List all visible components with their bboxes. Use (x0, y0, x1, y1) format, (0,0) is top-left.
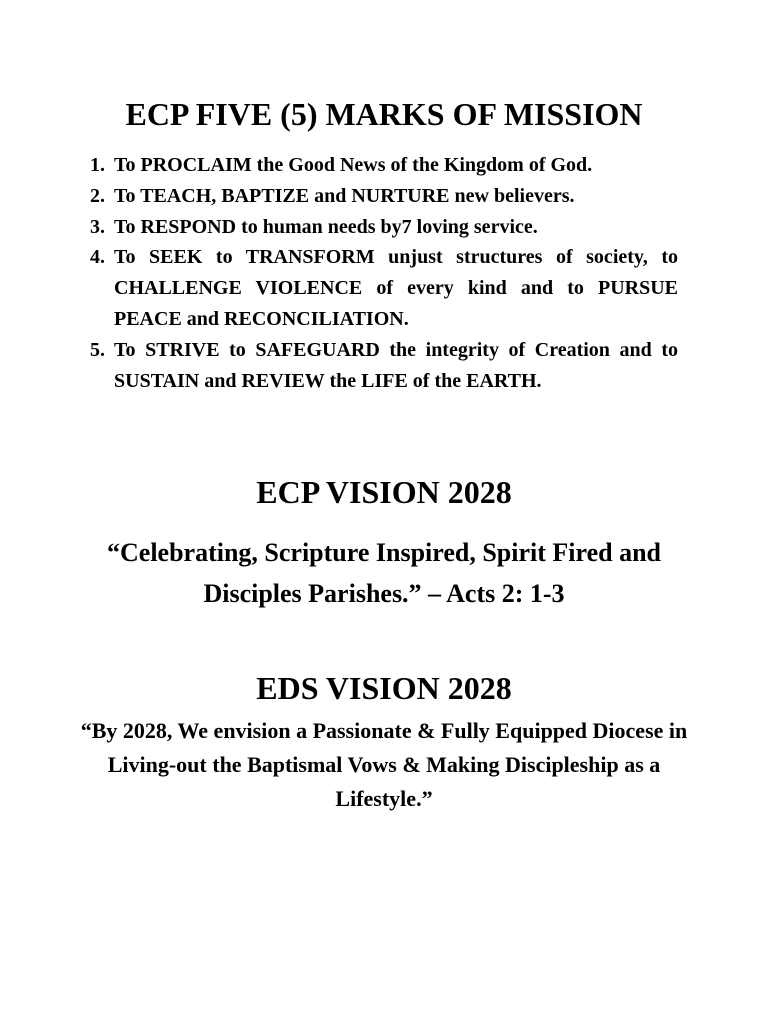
list-item-number: 3. (90, 215, 105, 238)
list-item (90, 150, 678, 181)
marks-of-mission-title: ECP FIVE (5) MARKS OF MISSION (125, 96, 643, 132)
ecp-vision-title: ECP VISION 2028 (256, 474, 512, 510)
list-item (90, 181, 678, 212)
list-item (90, 242, 678, 334)
list-item-number: 5. (90, 338, 105, 361)
list-item-number: 4. (90, 246, 105, 269)
list-item (90, 212, 678, 243)
list-item-number: 2. (90, 184, 105, 207)
list-item-text: To RESPOND to human needs by7 loving service. (114, 215, 538, 238)
list-item-number: 1. (90, 154, 105, 176)
list-item-text: To SEEK to TRANSFORM unjust structures of society, to CHALLENGE VIOLENCE of every kind and to PURSUE PEACE and RECONCILIATION. (114, 246, 678, 330)
marks-of-mission-list (90, 150, 678, 396)
eds-vision-title: EDS VISION 2028 (256, 670, 512, 706)
eds-vision-quote: “By 2028, We envision a Passionate & Fully Equipped Diocese in Living-out the Baptismal Vows & Making Discipleship as a Lifestyle.” (80, 718, 688, 811)
ecp-vision-quote: “Celebrating, Scripture Inspired, Spirit Fired and Disciples Parishes.” – Acts 2: 1-3 (107, 538, 661, 608)
list-item-text: To TEACH, BAPTIZE and NURTURE new believers. (114, 184, 575, 207)
list-item-text: To STRIVE to SAFEGUARD the integrity of Creation and to SUSTAIN and REVIEW the LIFE of the EARTH. (114, 338, 678, 392)
list-item-text: To PROCLAIM the Good News of the Kingdom of God. (114, 154, 593, 176)
list-item (90, 335, 678, 397)
